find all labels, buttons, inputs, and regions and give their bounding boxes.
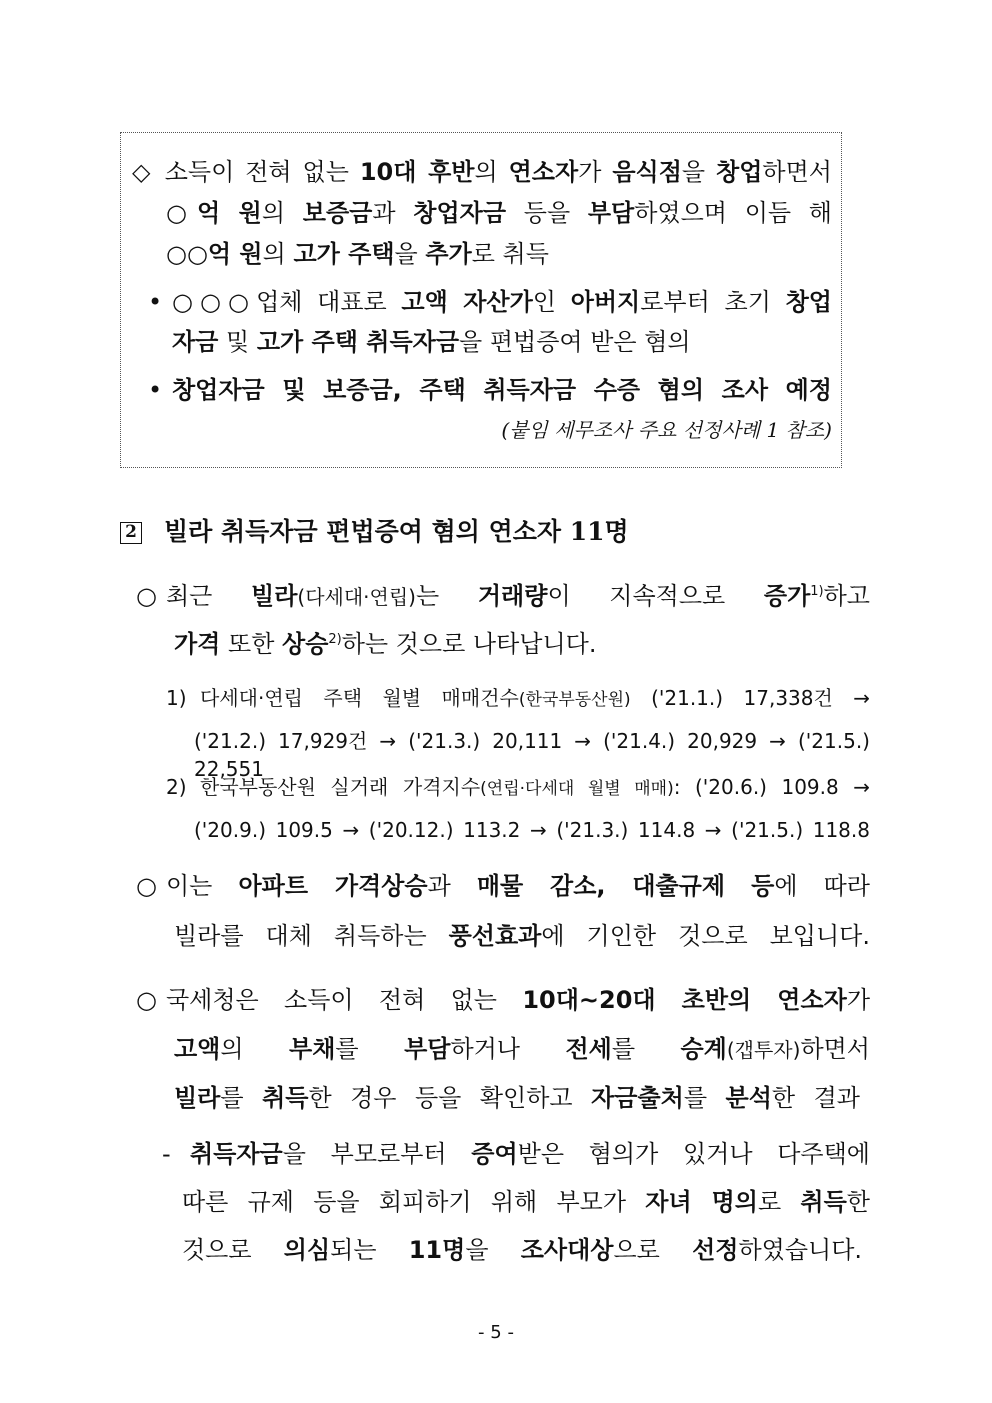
para-4-line-2: 따른 규제 등을 회피하기 위해 부모가 자녀 명의로 취득한 <box>182 1188 870 1216</box>
footnote-2-line-1: 한국부동산원 실거래 가격지수(연립·다세대 월별 매매): ('20.6.) 109.8 → <box>200 775 871 799</box>
bullet-1-line-1: ○○○업체 대표로 고액 자산가인 아버지로부터 초기 창업 <box>172 288 832 316</box>
section-number-box: 2 <box>120 522 142 544</box>
case-line-2: ○억 원의 보증금과 창업자금 등을 부담하였으며 이듬 해 <box>166 199 832 227</box>
circle-bullet-icon: ○ <box>136 582 157 610</box>
reference-note: (붙임 세무조사 주요 선정사례 1 참조) <box>501 418 832 442</box>
bullet-2: 창업자금 및 보증금, 주택 취득자금 수증 혐의 조사 예정 <box>172 376 832 404</box>
para-2-line-2: 빌라를 대체 취득하는 풍선효과에 기인한 것으로 보입니다. <box>174 922 870 950</box>
bullet-icon: • <box>148 288 163 316</box>
para-3-line-3: 빌라를 취득한 경우 등을 확인하고 자금출처를 분석한 결과 <box>174 1084 860 1112</box>
section-title: 빌라 취득자금 편법증여 혐의 연소자 11명 <box>164 517 629 546</box>
case-line-1: ◇ 소득이 전혀 없는 10대 후반의 연소자가 음식점을 창업하면서 <box>132 158 832 186</box>
footnote-2-line-2: ('20.9.) 109.5 → ('20.12.) 113.2 → ('21.3.) 114.8 → ('21.5.) 118.8 <box>194 818 870 842</box>
case-line-3: ○○억 원의 고가 주택을 추가로 취득 <box>166 240 549 268</box>
diamond-icon: ◇ <box>132 158 154 186</box>
para-1-line-1: ○ 최근 빌라(다세대·연립)는 거래량이 지속적으로 증가$^{1)}$하고 <box>136 582 870 610</box>
footnote-1-line-2: ('21.2.) 17,929건 → ('21.3.) 20,111 → ('21.4.) 20,929 → ('21.5.) 22,551 <box>194 729 870 781</box>
section-heading <box>120 516 629 548</box>
para-3-line-2: 고액의 부채를 부담하거나 전세를 승계(갭투자)하면서 <box>174 1035 870 1063</box>
dash-bullet-icon: - <box>162 1140 171 1168</box>
para-1-line-2: 가격 또한 상승$^{2)}$하는 것으로 나타납니다. <box>174 630 597 658</box>
footnote-1-number: 1) <box>166 686 187 710</box>
circle-bullet-icon: ○ <box>136 872 157 900</box>
circle-bullet-icon: ○ <box>136 986 157 1014</box>
bullet-1-line-2: 자금 및 고가 주택 취득자금을 편법증여 받은 혐의 <box>172 328 691 356</box>
page-number: - 5 - <box>478 1322 514 1343</box>
para-4-line-3: 것으로 의심되는 11명을 조사대상으로 선정하였습니다. <box>182 1236 863 1264</box>
footnote-2-number: 2) <box>166 775 187 799</box>
para-3-line-1: ○ 국세청은 소득이 전혀 없는 10대~20대 초반의 연소자가 <box>136 986 870 1014</box>
para-4-line-1: 취득자금을 부모로부터 증여받은 혐의가 있거나 다주택에 <box>190 1140 870 1168</box>
bullet-icon: • <box>148 376 163 404</box>
footnote-1-line-1: 다세대·연립 주택 월별 매매건수(한국부동산원) ('21.1.) 17,338건 → <box>200 686 871 710</box>
para-2-line-1: ○ 이는 아파트 가격상승과 매물 감소, 대출규제 등에 따라 <box>136 872 870 900</box>
